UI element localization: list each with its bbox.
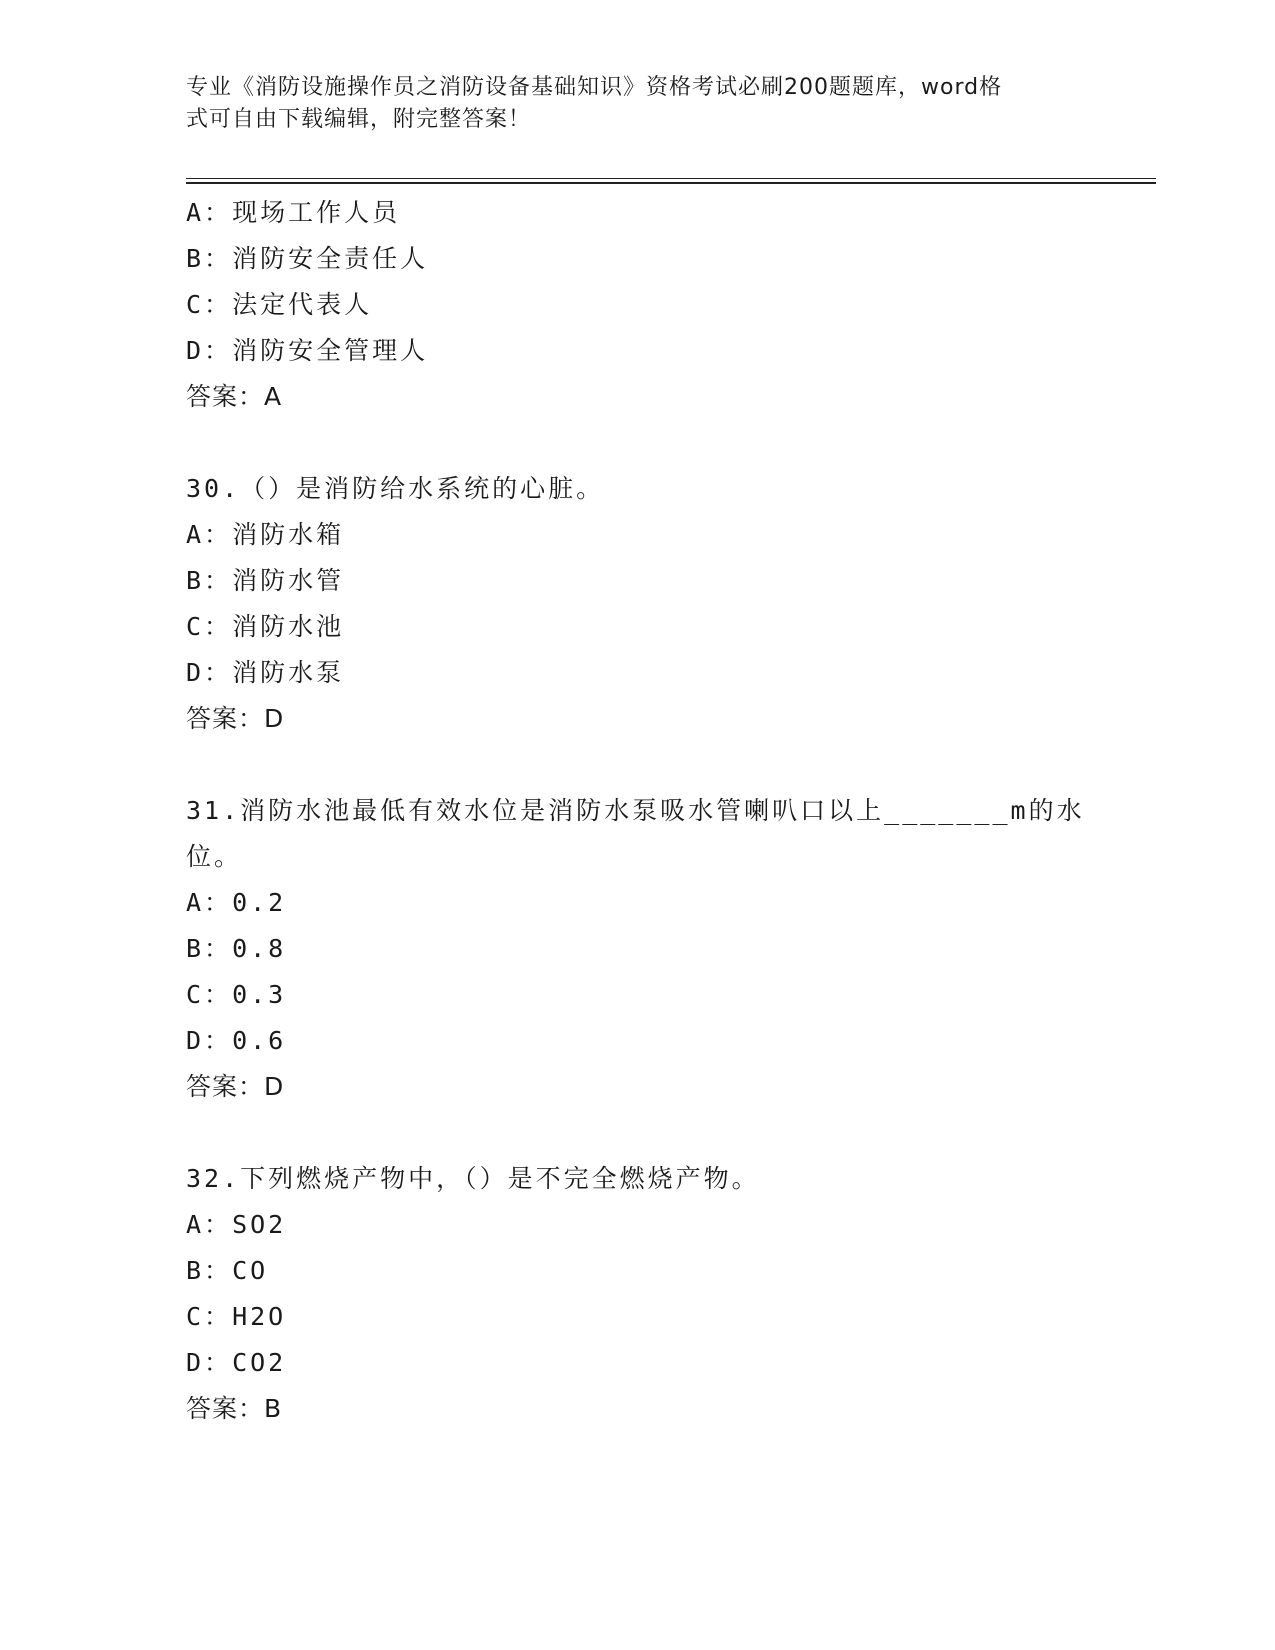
question-30: [186, 466, 1086, 742]
option-a: A：SO2: [186, 1210, 287, 1239]
answer-line: 答案：B: [186, 1394, 283, 1423]
option-d: D：0.6: [186, 1026, 287, 1055]
answer-line: 答案：D: [186, 704, 285, 733]
spacer: [186, 742, 1086, 788]
option-a: A：消防水箱: [186, 520, 345, 549]
question-list: [186, 190, 1086, 1432]
option-b: B：消防安全责任人: [186, 244, 429, 273]
header-line-2: 式可自由下载编辑，附完整答案！: [186, 107, 532, 132]
option-c: C：H2O: [186, 1302, 287, 1331]
spacer: [186, 1110, 1086, 1156]
option-d: D：消防安全管理人: [186, 336, 429, 365]
question-29-partial: [186, 190, 1086, 420]
question-31: [186, 788, 1086, 1110]
document-header: [186, 72, 1066, 136]
question-stem-continued: 位。: [186, 842, 243, 871]
option-b: B：0.8: [186, 934, 287, 963]
answer-line: 答案：A: [186, 382, 283, 411]
option-c: C：消防水池: [186, 612, 345, 641]
option-a: A：0.2: [186, 888, 287, 917]
header-divider-bottom: [186, 182, 1156, 184]
answer-line: 答案：D: [186, 1072, 285, 1101]
question-stem: 30.（）是消防给水系统的心脏。: [186, 474, 605, 503]
question-32: [186, 1156, 1086, 1432]
question-stem: 31.消防水池最低有效水位是消防水泵吸水管喇叭口以上_______m的水: [186, 796, 1085, 825]
option-d: D：消防水泵: [186, 658, 345, 687]
header-line-1: 专业《消防设施操作员之消防设备基础知识》资格考试必刷200题题库，word格: [186, 75, 1003, 100]
option-c: C：法定代表人: [186, 290, 373, 319]
question-stem: 32.下列燃烧产物中，（）是不完全燃烧产物。: [186, 1164, 760, 1193]
option-a: A：现场工作人员: [186, 198, 401, 227]
option-d: D：CO2: [186, 1348, 287, 1377]
option-c: C：0.3: [186, 980, 287, 1009]
header-divider-top: [186, 178, 1156, 179]
spacer: [186, 420, 1086, 466]
option-b: B：消防水管: [186, 566, 345, 595]
option-b: B：CO: [186, 1256, 269, 1285]
